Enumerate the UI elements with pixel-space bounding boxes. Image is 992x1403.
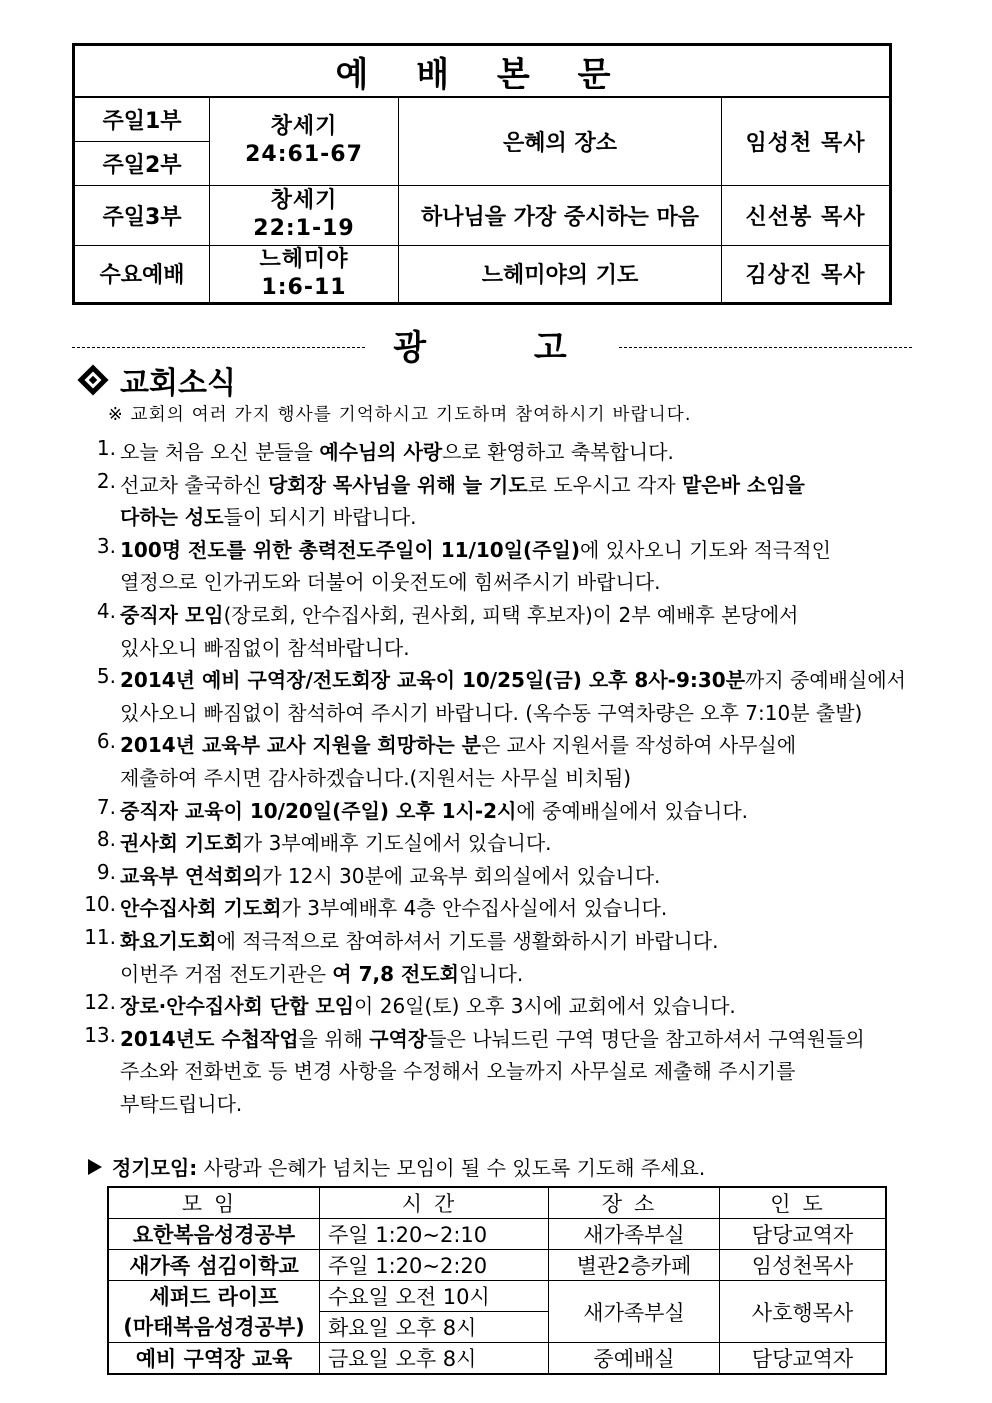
item-line — [120, 860, 932, 893]
meeting-name: 세퍼드 라이프 (마태복음성경공부) — [108, 1281, 320, 1343]
meeting-name: 새가족 섬김이학교 — [108, 1250, 320, 1281]
meeting-name: 예비 구역장 교육 — [108, 1343, 320, 1375]
announcement-item — [72, 795, 932, 828]
dashed-rule — [619, 347, 912, 348]
preacher: 임성천 목사 — [722, 97, 891, 185]
item-text: 가 3부예배후 4층 안수집사실에서 있습니다. — [281, 896, 668, 921]
emphasis-text: 2014년도 수첩작업 — [120, 1026, 299, 1051]
item-text: 선교차 출국하신 — [120, 472, 268, 497]
item-number: 2. — [96, 468, 116, 493]
item-number: 8. — [96, 827, 116, 852]
item-text: 을 위해 — [298, 1026, 370, 1051]
sermon-title: 느헤미야의 기도 — [399, 245, 722, 303]
emphasis-text: 당회장 목사님을 위해 늘 기도 — [267, 472, 528, 497]
meeting-leader: 임성천목사 — [720, 1250, 887, 1281]
item-line — [120, 990, 932, 1023]
meeting-leader: 사호행목사 — [720, 1281, 887, 1343]
item-text: 에 중예배실에서 있습니다. — [516, 798, 748, 823]
scripture-book: 창세기 — [270, 114, 338, 140]
scripture-ref — [210, 185, 399, 245]
meeting-place: 중예배실 — [549, 1343, 720, 1375]
item-number: 11. — [84, 924, 116, 949]
service-name: 수요예배 — [74, 245, 210, 303]
item-text: 가 12시 30분에 교육부 회의실에서 있습니다. — [262, 863, 661, 888]
emphasis-text: 맡은바 소임을 — [681, 472, 805, 497]
item-text: 에 있사오니 기도와 적극적인 — [579, 537, 831, 562]
item-number: 6. — [96, 729, 116, 754]
item-text: 있사오니 빠짐없이 참석하여 주시기 바랍니다. (옥수동 구역차량은 오후 7:10분 출발) — [120, 700, 863, 725]
item-text: 에 적극적으로 참여하셔서 기도를 생활화하시기 바랍니다. — [216, 928, 719, 953]
announcements-title: 광 고 — [393, 327, 615, 368]
meetings-table — [107, 1186, 887, 1375]
item-number: 13. — [84, 1022, 116, 1047]
item-line — [120, 501, 932, 534]
item-line — [120, 925, 932, 958]
church-news-title: 교회소식 — [120, 366, 236, 401]
service-name: 주일3부 — [74, 185, 210, 245]
announcement-item — [72, 729, 932, 794]
meeting-leader: 담당교역자 — [720, 1219, 887, 1250]
item-text: 으로 환영하고 축복합니다. — [442, 440, 674, 464]
item-line — [120, 1088, 932, 1121]
announcement-item — [72, 925, 932, 990]
announcement-item — [72, 1023, 932, 1121]
item-number: 4. — [96, 598, 116, 623]
meetings-label: 정기모임: — [112, 1156, 198, 1180]
worship-table — [72, 43, 892, 305]
scripture-book: 느헤미야 — [259, 246, 349, 272]
col-header-time: 시간 — [320, 1187, 549, 1219]
item-text: 부탁드립니다. — [120, 1091, 243, 1116]
meeting-place: 새가족부실 — [549, 1219, 720, 1250]
emphasis-text: 여 7,8 전도회 — [332, 961, 459, 986]
announcement-item — [72, 534, 932, 599]
scripture-verse: 24:61-67 — [245, 142, 363, 168]
item-number: 3. — [96, 533, 116, 558]
item-text: 들은 나눠드린 구역 명단을 참고하셔서 구역원들의 — [427, 1026, 865, 1051]
item-number: 5. — [96, 664, 116, 689]
item-text: 이번주 거점 전도기관은 — [120, 961, 333, 986]
dashed-rule — [72, 347, 365, 348]
item-number: 1. — [96, 436, 116, 460]
item-line — [120, 697, 932, 730]
item-line — [120, 469, 932, 502]
emphasis-text: 2014년 교육부 교사 지원을 희망하는 분 — [120, 733, 481, 758]
scripture-book: 창세기 — [270, 188, 338, 213]
item-number: 10. — [84, 892, 116, 917]
item-line — [120, 436, 932, 469]
meeting-time: 주일 1:20~2:10 — [320, 1219, 549, 1250]
announcement-item — [72, 436, 932, 469]
diamond-bullet-icon — [77, 364, 108, 395]
item-text: 주소와 전화번호 등 변경 사항을 수정해서 오늘까지 사무실로 제출해 주시기를 — [120, 1059, 796, 1084]
service-name: 주일2부 — [74, 141, 210, 185]
emphasis-text: 구역장 — [369, 1026, 428, 1051]
emphasis-text: 예수님의 사랑 — [319, 440, 443, 464]
preacher: 신선봉 목사 — [722, 185, 891, 245]
item-line — [120, 1055, 932, 1088]
item-line — [120, 795, 932, 828]
meeting-time: 수요일 오전 10시 — [320, 1281, 549, 1312]
meeting-time: 주일 1:20~2:20 — [320, 1250, 549, 1281]
notice-text: ※ 교회의 여러 가지 행사를 기억하시고 기도하며 참여하시기 바랍니다. — [108, 405, 692, 425]
scripture-verse: 22:1-19 — [253, 216, 355, 241]
meeting-time: 금요일 오후 8시 — [320, 1343, 549, 1375]
meeting-time: 화요일 오후 8시 — [320, 1312, 549, 1343]
item-text: 이 26일(토) 오후 3시에 교회에서 있습니다. — [354, 994, 736, 1019]
meeting-place: 별관2층카페 — [549, 1250, 720, 1281]
item-number: 9. — [96, 859, 116, 884]
emphasis-text: 다하는 성도 — [120, 505, 224, 530]
scripture-verse: 1:6-11 — [261, 274, 347, 300]
item-text: (장로회, 안수집사회, 권사회, 피택 후보자)이 2부 예배후 본당에서 — [223, 602, 799, 627]
col-header-place: 장소 — [549, 1187, 720, 1219]
item-line — [120, 729, 932, 762]
item-line — [120, 566, 932, 599]
emphasis-text: 안수집사회 기도회 — [120, 896, 282, 921]
emphasis-text: 장로·안수집사회 단합 모임 — [120, 994, 355, 1019]
emphasis-text: 2014년 예비 구역장/전도회장 교육이 10/25일(금) 오후 8사-9:30분 — [120, 668, 746, 693]
emphasis-text: 중직자 교육이 10/20일(주일) 오후 1시-2시 — [120, 798, 517, 823]
item-line — [120, 762, 932, 795]
meeting-place: 새가족부실 — [549, 1281, 720, 1343]
item-text: 들이 되시기 바랍니다. — [223, 505, 417, 530]
meetings-intro: 사랑과 은혜가 넘치는 모임이 될 수 있도록 기도해 주세요. — [197, 1156, 706, 1180]
scripture-ref — [210, 245, 399, 303]
item-line — [120, 599, 932, 632]
item-text: 있사오니 빠짐없이 참석바랍니다. — [120, 635, 410, 660]
announcement-item — [72, 664, 932, 729]
col-header-leader: 인도 — [720, 1187, 887, 1219]
col-header-meeting: 모임 — [108, 1187, 320, 1219]
item-line — [120, 892, 932, 925]
item-line — [120, 632, 932, 665]
announcement-item — [72, 990, 932, 1023]
item-text: 로 도우시고 각자 — [527, 472, 682, 497]
emphasis-text: 권사회 기도회 — [120, 831, 243, 856]
item-line — [120, 1023, 932, 1056]
sermon-title: 하나님을 가장 중시하는 마음 — [399, 185, 722, 245]
church-news-heading — [76, 358, 236, 402]
worship-title: 예 배 본 문 — [74, 45, 891, 98]
scripture-ref — [210, 97, 399, 185]
service-name: 주일1부 — [74, 97, 210, 141]
preacher: 김상진 목사 — [722, 245, 891, 303]
item-line — [120, 664, 932, 697]
announcement-item — [72, 827, 932, 860]
item-text: 까지 중예배실에서 — [745, 668, 906, 693]
item-line — [120, 958, 932, 991]
meeting-name: 요한복음성경공부 — [108, 1219, 320, 1250]
item-text: 은 교사 지원서를 작성하여 사무실에 — [480, 733, 797, 758]
item-number: 12. — [84, 990, 116, 1015]
announcement-list — [72, 436, 932, 1120]
item-line — [120, 534, 932, 567]
item-number: 7. — [96, 794, 116, 819]
announcement-item — [72, 599, 932, 664]
announcement-item — [72, 469, 932, 534]
emphasis-text: 중직자 모임 — [120, 602, 224, 627]
triangle-bullet-icon — [88, 1159, 102, 1175]
announcement-item — [72, 860, 932, 893]
announcement-item — [72, 892, 932, 925]
sermon-title: 은혜의 장소 — [399, 97, 722, 185]
item-text: 가 3부예배후 기도실에서 있습니다. — [242, 831, 552, 856]
emphasis-text: 교육부 연석회의 — [120, 863, 263, 888]
meetings-heading — [88, 1152, 705, 1181]
item-text: 입니다. — [458, 961, 524, 986]
item-text: 열정으로 인가귀도와 더불어 이웃전도에 힘써주시기 바랍니다. — [120, 570, 661, 595]
emphasis-text: 화요기도회 — [120, 928, 217, 953]
meeting-leader: 담당교역자 — [720, 1343, 887, 1375]
item-text: 제출하여 주시면 감사하겠습니다.(지원서는 사무실 비치됨) — [120, 765, 632, 790]
item-text: 오늘 처음 오신 분들을 — [120, 440, 320, 464]
emphasis-text: 100명 전도를 위한 총력전도주일이 11/10일(주일) — [120, 537, 580, 562]
item-line — [120, 827, 932, 860]
